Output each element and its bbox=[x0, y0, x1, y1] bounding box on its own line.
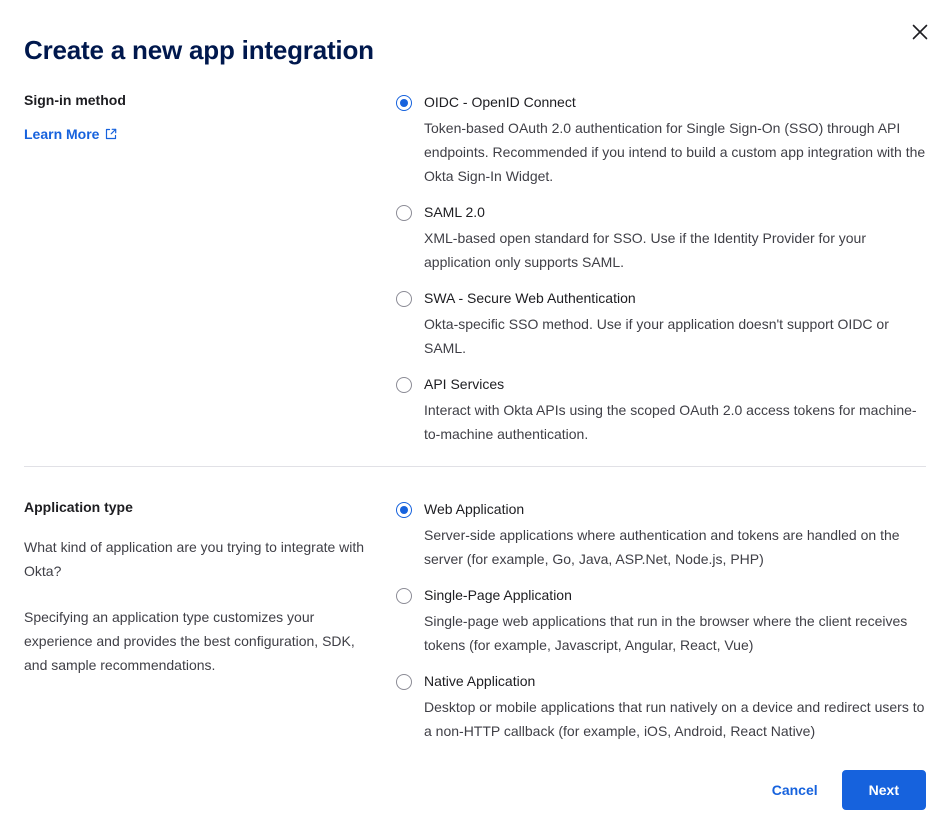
radio-oidc[interactable] bbox=[396, 95, 412, 111]
learn-more-label: Learn More bbox=[24, 126, 100, 142]
apptype-option-native-description: Desktop or mobile applications that run natively on a device and redirect users to a non-HTTP callback (for example, iOS, Android, React Native) bbox=[424, 699, 925, 739]
cancel-button[interactable]: Cancel bbox=[756, 771, 834, 809]
radio-native-application[interactable] bbox=[396, 674, 412, 690]
signin-option-api-services[interactable] bbox=[396, 374, 926, 446]
apptype-option-web[interactable] bbox=[396, 499, 926, 571]
signin-option-saml[interactable] bbox=[396, 202, 926, 274]
signin-option-oidc-label: OIDC - OpenID Connect bbox=[424, 94, 576, 110]
signin-option-swa-description: Okta-specific SSO method. Use if your application doesn't support OIDC or SAML. bbox=[424, 316, 889, 356]
signin-option-oidc[interactable] bbox=[396, 92, 926, 188]
signin-method-section bbox=[24, 90, 926, 446]
next-button[interactable]: Next bbox=[842, 770, 926, 810]
application-type-label: Application type bbox=[24, 499, 133, 515]
signin-method-left-column bbox=[24, 90, 396, 144]
signin-method-options bbox=[396, 90, 926, 446]
page-title: Create a new app integration bbox=[24, 35, 374, 65]
apptype-option-web-label: Web Application bbox=[424, 501, 525, 517]
close-x-glyph bbox=[911, 23, 929, 41]
section-divider bbox=[24, 466, 926, 467]
application-type-left-column bbox=[24, 497, 396, 677]
apptype-option-native-label: Native Application bbox=[424, 673, 536, 689]
signin-option-saml-description: XML-based open standard for SSO. Use if the Identity Provider for your application only supports SAML. bbox=[424, 230, 866, 270]
apptype-option-spa-label: Single-Page Application bbox=[424, 587, 572, 603]
application-type-helper-1: What kind of application are you trying to integrate with Okta? bbox=[24, 539, 365, 579]
signin-option-swa[interactable] bbox=[396, 288, 926, 360]
application-type-section bbox=[24, 497, 926, 743]
signin-option-oidc-description: Token-based OAuth 2.0 authentication for Single Sign-On (SSO) through API endpoints. Recommended if you intend to build a custom app integration with the Okta Sign-In Widget. bbox=[424, 120, 926, 184]
application-type-helper-2: Specifying an application type customizes your experience and provides the best configuration, SDK, and sample recommendations. bbox=[24, 609, 355, 673]
close-icon[interactable] bbox=[906, 18, 934, 46]
learn-more-link[interactable] bbox=[24, 124, 117, 144]
apptype-option-spa[interactable] bbox=[396, 585, 926, 657]
radio-api-services[interactable] bbox=[396, 377, 412, 393]
signin-option-swa-label: SWA - Secure Web Authentication bbox=[424, 290, 636, 306]
signin-option-api-services-label: API Services bbox=[424, 376, 505, 392]
external-link-icon bbox=[105, 128, 117, 140]
dialog-footer bbox=[24, 770, 926, 810]
apptype-option-web-description: Server-side applications where authentication and tokens are handled on the server (for example, Go, Java, ASP.Net, Node.js, PHP) bbox=[424, 527, 900, 567]
apptype-option-spa-description: Single-page web applications that run in the browser where the client receives tokens (for example, Javascript, Angular, React, Vue) bbox=[424, 613, 908, 653]
signin-option-api-services-description: Interact with Okta APIs using the scoped OAuth 2.0 access tokens for machine-to-machine authentication. bbox=[424, 402, 917, 442]
apptype-option-native[interactable] bbox=[396, 671, 926, 743]
radio-single-page-application[interactable] bbox=[396, 588, 412, 604]
radio-web-application[interactable] bbox=[396, 502, 412, 518]
signin-option-saml-label: SAML 2.0 bbox=[424, 204, 485, 220]
radio-saml[interactable] bbox=[396, 205, 412, 221]
application-type-options bbox=[396, 497, 926, 743]
radio-swa[interactable] bbox=[396, 291, 412, 307]
signin-method-label: Sign-in method bbox=[24, 92, 126, 108]
